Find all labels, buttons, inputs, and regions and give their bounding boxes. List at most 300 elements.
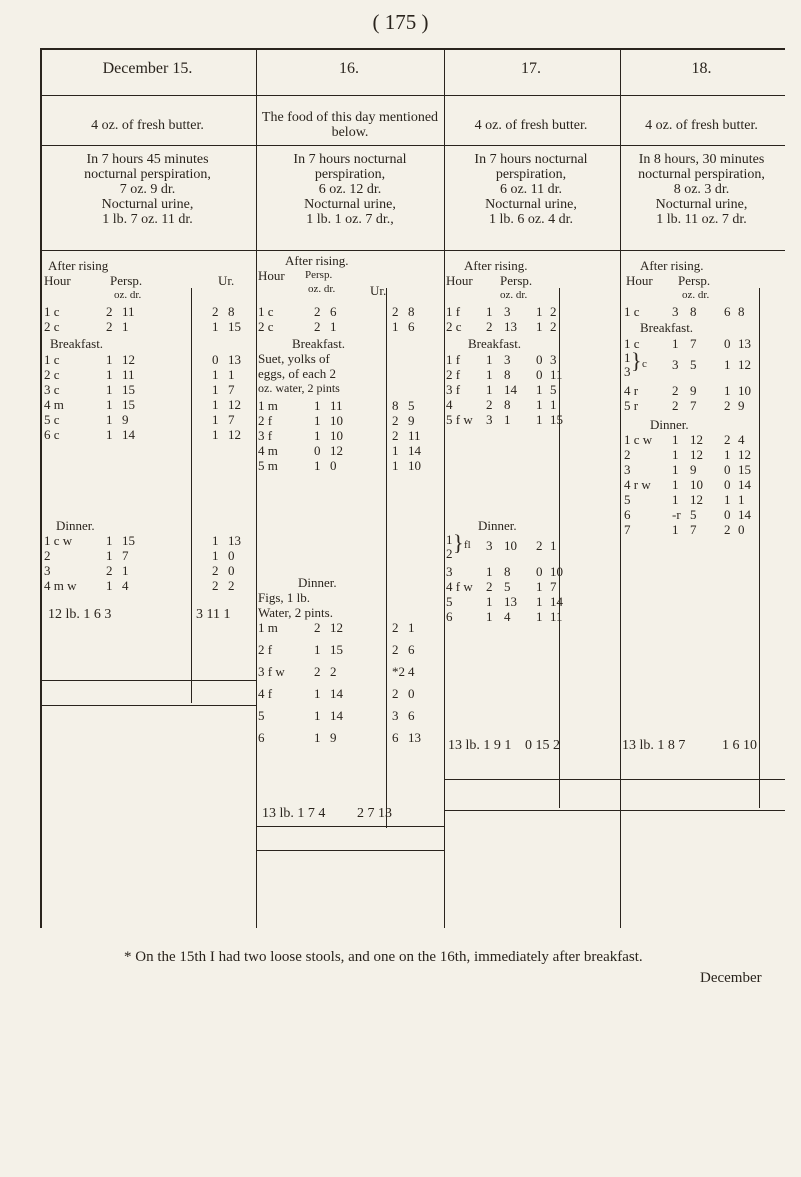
urine-dr: 4 — [738, 432, 745, 447]
persp-dr: 6 — [330, 304, 337, 319]
urine-oz: 1 — [212, 397, 219, 412]
unit-label: oz. dr. — [308, 283, 336, 295]
urine-dr: 13 — [228, 352, 241, 367]
urine-oz: 1 — [536, 609, 543, 624]
urine-dr: 0 — [408, 686, 415, 701]
persp-dr: 4 — [122, 578, 129, 593]
urine-oz: 1 — [212, 319, 219, 334]
footnote: * On the 15th I had two loose stools, and one on the 16th, immediately after breakfast. — [124, 949, 643, 965]
hour-cell: 4 m — [44, 397, 64, 412]
total-rule — [620, 779, 785, 780]
urine-oz: 1 — [536, 594, 543, 609]
hour-label: Hour — [626, 273, 653, 288]
persp-dr: 10 — [690, 477, 703, 492]
total-rule — [256, 826, 444, 827]
persp-oz: 1 — [672, 432, 679, 447]
hour-cell: 4 f w — [446, 579, 473, 594]
hour-cell: 6 — [446, 609, 453, 624]
persp-oz: -r — [672, 507, 681, 522]
persp-oz: 2 — [314, 319, 321, 334]
hour-cell: 1 c — [44, 352, 60, 367]
urine-oz: 0 — [724, 462, 731, 477]
urine-label: Ur. — [370, 283, 387, 298]
after-rising-label: After rising. — [285, 253, 349, 268]
persp-dr: 11 — [330, 398, 343, 413]
persp-oz: 1 — [672, 522, 679, 537]
summary-line: 1 lb. 1 oz. 7 dr., — [306, 212, 394, 227]
persp-dr: 11 — [122, 304, 135, 319]
persp-oz: 1 — [486, 594, 493, 609]
night-summary — [258, 152, 442, 227]
urine-dr: 11 — [550, 609, 563, 624]
urine-dr: 6 — [408, 708, 415, 723]
hour-mark: c — [642, 358, 647, 370]
persp-oz: 2 — [486, 397, 493, 412]
hour-cell: 1 c — [624, 304, 640, 319]
urine-dr: 2 — [550, 319, 557, 334]
urine-oz: 0 — [724, 507, 731, 522]
urine-oz: *2 — [392, 664, 405, 679]
night-summary — [621, 152, 782, 227]
persp-label: Persp. — [678, 273, 711, 288]
urine-dr: 13 — [408, 730, 421, 745]
hour-cell: 1 c w — [44, 533, 73, 548]
persp-dr: 13 — [504, 319, 517, 334]
persp-dr: 1 — [330, 319, 337, 334]
urine-dr: 2 — [550, 304, 557, 319]
persp-oz: 1 — [314, 413, 321, 428]
urine-dr: 12 — [228, 397, 241, 412]
day-total: 13 lb. 1 9 1 — [448, 738, 512, 753]
hour-cell: 2 c — [44, 367, 60, 382]
urine-dr: 5 — [408, 398, 415, 413]
urine-dr: 0 — [228, 548, 235, 563]
summary-line: 6 oz. 11 dr. — [499, 182, 563, 197]
urine-oz: 1 — [392, 458, 399, 473]
hour-cell: 2 — [446, 546, 453, 561]
urine-oz: 6 — [724, 304, 731, 319]
urine-oz: 2 — [724, 432, 731, 447]
persp-dr: 14 — [122, 427, 135, 442]
summary-line: nocturnal perspiration, — [84, 167, 211, 182]
persp-dr: 9 — [690, 462, 697, 477]
breakfast-label: Breakfast. — [640, 320, 694, 335]
hour-cell: 3 f — [446, 382, 461, 397]
date-header: December 15. — [102, 60, 193, 77]
hour-cell: 4 m — [258, 443, 278, 458]
food-note: 4 oz. of fresh butter. — [474, 118, 588, 133]
hour-cell: 6 — [258, 730, 265, 745]
urine-dr: 7 — [228, 412, 235, 427]
hour-cell: 3 f w — [258, 664, 285, 679]
persp-oz: 3 — [486, 412, 493, 427]
persp-dr: 12 — [690, 447, 703, 462]
hour-cell: 1 — [624, 350, 631, 365]
persp-oz: 1 — [672, 447, 679, 462]
urine-dr: 5 — [550, 382, 557, 397]
breakfast-label: Breakfast. — [50, 336, 104, 351]
persp-oz: 2 — [314, 664, 321, 679]
persp-oz: 2 — [486, 319, 493, 334]
urine-oz: 2 — [212, 304, 219, 319]
urine-oz: 0 — [212, 352, 219, 367]
urine-dr: 2 — [228, 578, 235, 593]
hour-cell: 1 c — [44, 304, 60, 319]
persp-oz: 1 — [486, 352, 493, 367]
persp-oz: 3 — [672, 357, 679, 372]
persp-oz: 1 — [106, 397, 113, 412]
hour-cell: 1 c w — [624, 432, 653, 447]
hour-cell: 2 f — [258, 413, 273, 428]
urine-oz: 1 — [212, 427, 219, 442]
urine-dr: 8 — [738, 304, 745, 319]
dinner-label: Dinner. — [298, 575, 337, 590]
persp-dr: 9 — [330, 730, 337, 745]
urine-oz: 0 — [724, 477, 731, 492]
date-header: 17. — [521, 60, 541, 77]
urine-dr: 13 — [738, 336, 751, 351]
persp-oz: 1 — [672, 462, 679, 477]
hour-cell: 5 r — [624, 398, 639, 413]
persp-oz: 3 — [486, 538, 493, 553]
breakfast-label: Breakfast. — [292, 336, 346, 351]
unit-label: oz. dr. — [114, 289, 142, 301]
persp-oz: 2 — [672, 398, 679, 413]
persp-dr: 13 — [504, 594, 517, 609]
persp-label: Persp. — [500, 273, 533, 288]
hour-cell: 1 m — [258, 398, 278, 413]
urine-oz: 0 — [724, 336, 731, 351]
inner-rule — [759, 288, 760, 808]
summary-line: 8 oz. 3 dr. — [673, 182, 730, 197]
hour-cell: 2 — [44, 548, 51, 563]
hour-cell: 5 c — [44, 412, 60, 427]
summary-line: Nocturnal urine, — [485, 197, 577, 212]
section-rule — [41, 250, 785, 251]
urine-dr: 6 — [408, 319, 415, 334]
urine-oz: 1 — [212, 548, 219, 563]
persp-dr: 11 — [122, 367, 135, 382]
urine-dr: 4 — [408, 664, 415, 679]
persp-oz: 1 — [106, 382, 113, 397]
persp-oz: 1 — [672, 336, 679, 351]
hour-label: Hour — [446, 273, 473, 288]
urine-dr: 15 — [738, 462, 751, 477]
persp-dr: 10 — [330, 428, 343, 443]
persp-oz: 3 — [672, 304, 679, 319]
hour-cell: 5 — [446, 594, 453, 609]
persp-dr: 12 — [330, 443, 343, 458]
hour-cell: 1 c — [624, 336, 640, 351]
urine-dr: 14 — [408, 443, 421, 458]
urine-label: Ur. — [218, 273, 235, 288]
persp-dr: 12 — [330, 620, 343, 635]
urine-dr: 11 — [550, 367, 563, 382]
hour-cell: 4 r w — [624, 477, 651, 492]
total-rule — [444, 779, 620, 780]
urine-total: 0 15 2 — [525, 738, 560, 753]
persp-oz: 1 — [314, 428, 321, 443]
persp-dr: 5 — [504, 579, 511, 594]
persp-oz: 1 — [314, 708, 321, 723]
urine-dr: 0 — [228, 563, 235, 578]
persp-dr: 3 — [504, 304, 511, 319]
persp-oz: 1 — [106, 412, 113, 427]
hour-cell: 4 — [446, 397, 453, 412]
urine-oz: 1 — [212, 412, 219, 427]
persp-oz: 1 — [106, 533, 113, 548]
urine-oz: 1 — [392, 319, 399, 334]
urine-oz: 6 — [392, 730, 399, 745]
day-total: 13 lb. 1 7 4 — [262, 806, 326, 821]
urine-total: 1 6 10 — [722, 738, 757, 753]
hour-cell: 2 f — [446, 367, 461, 382]
hour-cell: 5 m — [258, 458, 278, 473]
urine-oz: 1 — [536, 579, 543, 594]
urine-oz: 1 — [724, 447, 731, 462]
urine-oz: 1 — [724, 383, 731, 398]
urine-oz: 2 — [392, 642, 399, 657]
hour-cell: 5 — [258, 708, 265, 723]
urine-oz: 2 — [392, 686, 399, 701]
urine-dr: 6 — [408, 642, 415, 657]
night-summary — [445, 152, 617, 227]
urine-dr: 9 — [408, 413, 415, 428]
summary-line: Nocturnal urine, — [655, 197, 748, 212]
urine-dr: 10 — [738, 383, 751, 398]
summary-line: In 7 hours 45 minutes — [86, 152, 209, 167]
page-number: ( 175 ) — [372, 10, 429, 34]
persp-dr: 8 — [690, 304, 697, 319]
dinner-label: Dinner. — [56, 518, 95, 533]
persp-oz: 1 — [486, 382, 493, 397]
hour-cell: 1 f — [446, 304, 461, 319]
hour-cell: 5 f w — [446, 412, 473, 427]
persp-oz: 1 — [672, 477, 679, 492]
persp-dr: 5 — [690, 357, 697, 372]
urine-dr: 0 — [738, 522, 745, 537]
persp-dr: 15 — [122, 382, 135, 397]
urine-oz: 1 — [392, 443, 399, 458]
persp-oz: 2 — [106, 563, 113, 578]
persp-dr: 14 — [330, 686, 343, 701]
hour-cell: 1 c — [258, 304, 274, 319]
persp-oz: 2 — [106, 304, 113, 319]
urine-oz: 1 — [536, 304, 543, 319]
dinner-food: Water, 2 pints. — [258, 605, 333, 620]
urine-oz: 1 — [536, 412, 543, 427]
hour-cell: 2 — [624, 447, 631, 462]
hour-cell: 3 — [624, 462, 631, 477]
urine-oz: 1 — [536, 397, 543, 412]
hour-cell: 2 c — [44, 319, 60, 334]
persp-dr: 7 — [690, 522, 697, 537]
summary-line: 6 oz. 12 dr. — [318, 182, 382, 197]
urine-dr: 7 — [228, 382, 235, 397]
urine-oz: 3 — [392, 708, 399, 723]
summary-line: Nocturnal urine, — [304, 197, 396, 212]
inner-rule — [559, 288, 560, 808]
urine-dr: 12 — [738, 447, 751, 462]
after-rising-label: After rising. — [464, 258, 528, 273]
hour-cell: 1 f — [446, 352, 461, 367]
persp-oz: 1 — [314, 398, 321, 413]
persp-oz: 1 — [106, 352, 113, 367]
urine-oz: 1 — [724, 357, 731, 372]
date-header: 18. — [691, 60, 712, 77]
hour-cell: 2 f — [258, 642, 273, 657]
hour-cell: 3 — [446, 564, 453, 579]
persp-dr: 1 — [504, 412, 511, 427]
urine-dr: 15 — [228, 319, 241, 334]
summary-line: In 8 hours, 30 minutes — [638, 152, 765, 167]
urine-oz: 2 — [724, 398, 731, 413]
urine-dr: 11 — [408, 428, 421, 443]
persp-dr: 7 — [690, 336, 697, 351]
persp-oz: 2 — [314, 304, 321, 319]
hour-cell: 3 f — [258, 428, 273, 443]
hour-mark: fl — [464, 539, 471, 551]
persp-dr: 1 — [122, 319, 129, 334]
persp-dr: 8 — [504, 367, 511, 382]
urine-oz: 1 — [212, 533, 219, 548]
hour-cell: 3 — [44, 563, 51, 578]
dinner-label: Dinner. — [650, 417, 689, 432]
urine-dr: 8 — [408, 304, 415, 319]
urine-dr: 10 — [408, 458, 421, 473]
urine-dr: 7 — [550, 579, 557, 594]
persp-oz: 0 — [314, 443, 321, 458]
summary-line: perspiration, — [495, 167, 567, 182]
persp-oz: 1 — [106, 427, 113, 442]
dinner-food: Figs, 1 lb. — [258, 590, 311, 605]
breakfast-food: oz. water, 2 pints — [258, 381, 340, 395]
brace: } — [631, 348, 642, 373]
hour-cell: 7 — [624, 522, 631, 537]
urine-oz: 0 — [536, 367, 543, 382]
food-note: 4 oz. of fresh butter. — [645, 118, 758, 133]
persp-dr: 8 — [504, 397, 511, 412]
persp-oz: 1 — [486, 304, 493, 319]
inner-rule — [191, 288, 192, 703]
brace: } — [453, 530, 464, 555]
hour-cell: 3 c — [44, 382, 60, 397]
hour-cell: 4 f — [258, 686, 273, 701]
persp-dr: 12 — [122, 352, 135, 367]
food-note: 4 oz. of fresh butter. — [91, 118, 204, 133]
urine-oz: 2 — [212, 563, 219, 578]
unit-label: oz. dr. — [682, 289, 710, 301]
column-rule — [256, 50, 257, 928]
urine-oz: 1 — [212, 382, 219, 397]
day-total: 12 lb. 1 6 3 — [48, 607, 112, 622]
total-rule — [444, 810, 620, 811]
persp-dr: 14 — [504, 382, 517, 397]
summary-line: nocturnal perspiration, — [638, 167, 765, 182]
urine-oz: 2 — [392, 304, 399, 319]
hour-cell: 6 c — [44, 427, 60, 442]
after-rising-label: After rising — [48, 258, 109, 273]
persp-dr: 2 — [330, 664, 337, 679]
persp-oz: 1 — [486, 564, 493, 579]
hour-label: Hour — [258, 268, 285, 283]
unit-label: oz. dr. — [500, 289, 528, 301]
hour-cell: 3 — [624, 364, 631, 379]
summary-line: In 7 hours nocturnal — [293, 152, 407, 167]
urine-dr: 14 — [550, 594, 563, 609]
persp-dr: 15 — [122, 397, 135, 412]
hour-cell: 5 — [624, 492, 631, 507]
hour-cell: 1 — [446, 532, 453, 547]
persp-dr: 9 — [690, 383, 697, 398]
persp-label: Persp. — [305, 269, 333, 281]
urine-dr: 8 — [228, 304, 235, 319]
hour-cell: 2 c — [446, 319, 462, 334]
total-rule — [256, 850, 444, 851]
urine-oz: 2 — [392, 620, 399, 635]
urine-dr: 9 — [738, 398, 745, 413]
urine-oz: 8 — [392, 398, 399, 413]
persp-dr: 12 — [690, 432, 703, 447]
urine-oz: 0 — [536, 564, 543, 579]
persp-oz: 1 — [486, 367, 493, 382]
persp-dr: 15 — [122, 533, 135, 548]
persp-oz: 1 — [314, 730, 321, 745]
persp-oz: 1 — [672, 492, 679, 507]
urine-oz: 2 — [212, 578, 219, 593]
persp-oz: 1 — [314, 686, 321, 701]
persp-dr: 5 — [690, 507, 697, 522]
summary-line: Nocturnal urine, — [101, 197, 194, 212]
hour-cell: 1 m — [258, 620, 278, 635]
summary-line: In 7 hours nocturnal — [474, 152, 588, 167]
after-rising-label: After rising. — [640, 258, 704, 273]
hour-cell: 4 m w — [44, 578, 77, 593]
urine-oz: 2 — [536, 538, 543, 553]
summary-line: 1 lb. 11 oz. 7 dr. — [656, 212, 747, 227]
summary-line: 7 oz. 9 dr. — [119, 182, 176, 197]
persp-dr: 14 — [330, 708, 343, 723]
urine-dr: 1 — [228, 367, 235, 382]
breakfast-food: Suet, yolks of — [258, 351, 330, 366]
urine-dr: 3 — [550, 352, 557, 367]
night-summary — [42, 152, 253, 227]
urine-oz: 0 — [536, 352, 543, 367]
urine-dr: 12 — [228, 427, 241, 442]
total-rule — [41, 680, 256, 681]
breakfast-label: Breakfast. — [468, 336, 522, 351]
dinner-label: Dinner. — [478, 518, 517, 533]
persp-dr: 15 — [330, 642, 343, 657]
persp-dr: 8 — [504, 564, 511, 579]
urine-oz: 1 — [212, 367, 219, 382]
breakfast-food: eggs, of each 2 — [258, 366, 336, 381]
urine-dr: 15 — [550, 412, 563, 427]
urine-oz: 1 — [536, 319, 543, 334]
urine-dr: 1 — [550, 397, 557, 412]
hour-cell: 2 c — [258, 319, 274, 334]
day-total: 13 lb. 1 8 7 — [622, 738, 686, 753]
persp-dr: 4 — [504, 609, 511, 624]
urine-oz: 1 — [536, 382, 543, 397]
urine-dr: 1 — [738, 492, 745, 507]
hour-label: Hour — [44, 273, 71, 288]
hour-cell: 6 — [624, 507, 631, 522]
persp-oz: 2 — [672, 383, 679, 398]
summary-line: perspiration, — [314, 167, 386, 182]
urine-oz: 1 — [724, 492, 731, 507]
persp-dr: 12 — [690, 492, 703, 507]
